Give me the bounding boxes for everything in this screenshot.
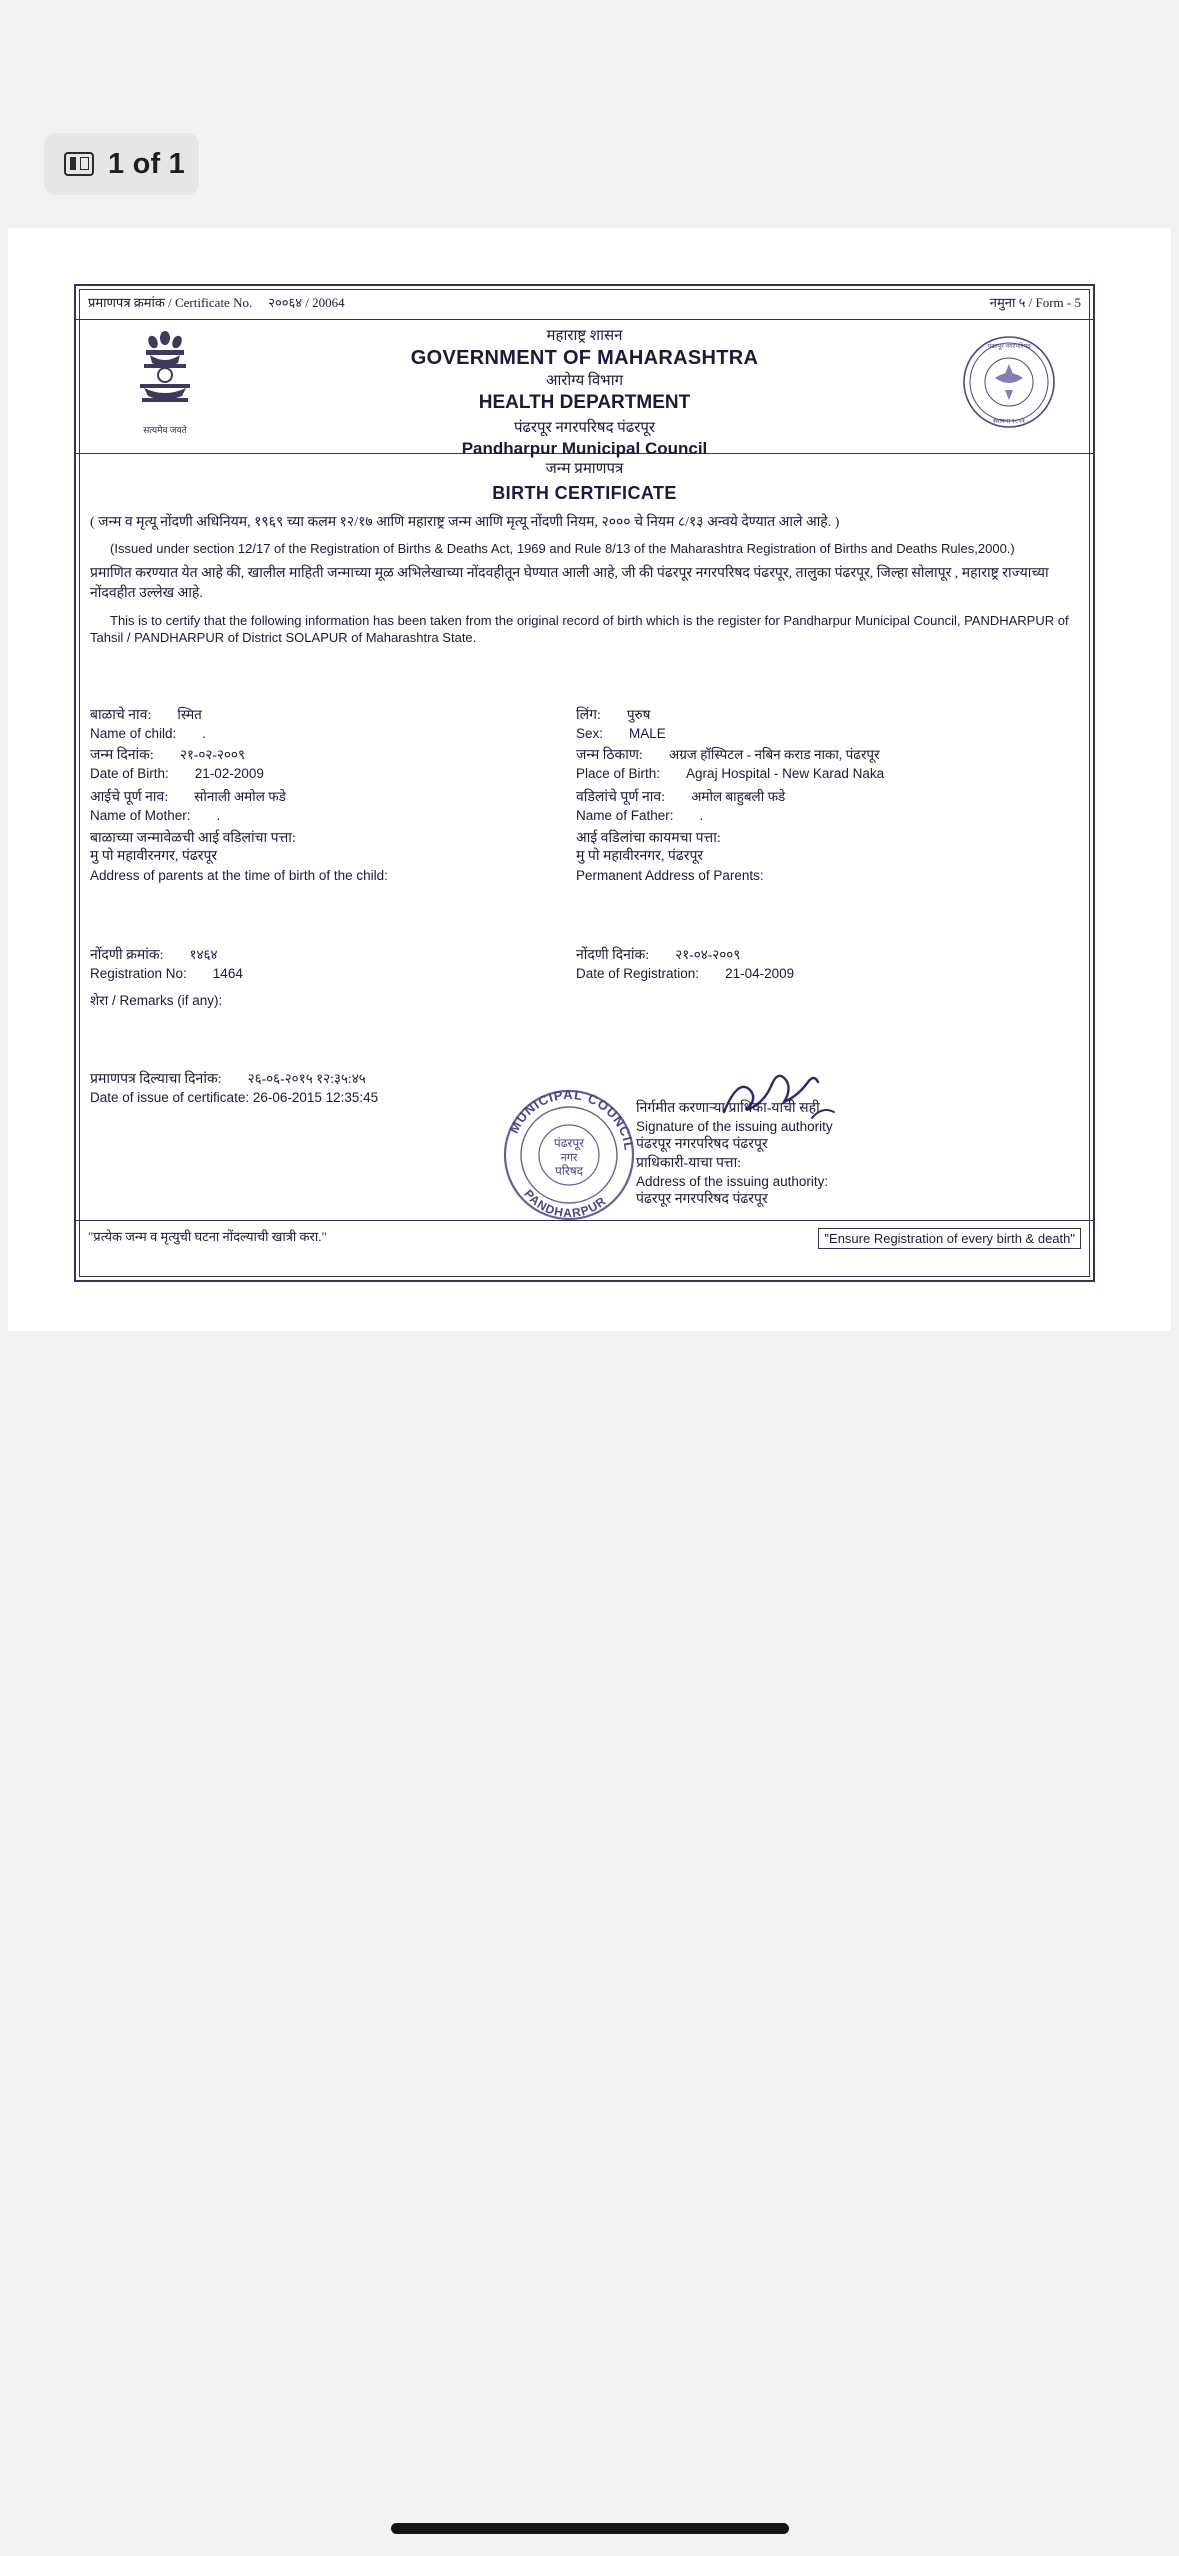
page-view-icon: [64, 152, 94, 176]
gov-name-english: GOVERNMENT OF MAHARASHTRA: [410, 346, 759, 369]
child-name-label-marathi: बाळाचे नाव:: [90, 708, 152, 723]
addr-perm-label-marathi: आई वडिलांचा कायमचा पत्ता:: [576, 831, 721, 846]
certificate-title-english: BIRTH CERTIFICATE: [492, 482, 677, 503]
regdate-value-english: 21-04-2009: [725, 966, 795, 982]
home-indicator[interactable]: [391, 2523, 789, 2534]
certificate-fields: [76, 706, 1093, 1018]
emblem-caption: सत्यमेव जयते: [143, 425, 187, 435]
page-indicator-label: 1 of 1: [108, 147, 185, 180]
mother-label-english: Name of Mother:: [90, 808, 191, 824]
signature-label-english: Signature of the issuing authority: [636, 1119, 833, 1135]
certificate-number: [88, 294, 345, 311]
authority-address-top-marathi: पंढरपूर नगरपरिषद पंढरपूर: [636, 1137, 768, 1153]
national-emblem: [122, 328, 208, 438]
sex-label-marathi: लिंग:: [576, 708, 601, 723]
gov-name-marathi: महाराष्ट्र शासन: [546, 328, 623, 344]
regdate-label-english: Date of Registration:: [576, 966, 700, 982]
svg-text:स्थापना १८५१: स्थापना १८५१: [992, 418, 1026, 425]
field-row-name-sex: [76, 706, 1093, 746]
regno-value-english: 1464: [212, 966, 243, 982]
svg-text:नगर: नगर: [560, 1152, 578, 1164]
authority-address-value: पंढरपूर नगरपरिषद पंढरपूर: [636, 1192, 768, 1208]
certificate-bottom: [76, 1070, 1093, 1220]
council-round-seal: [961, 334, 1057, 430]
certificate-number-label: प्रमाणपत्र क्रमांक / Certificate No.: [88, 295, 253, 310]
sex-value-english: MALE: [629, 726, 666, 742]
act-reference-marathi: ( जन्म व मृत्यू नोंदणी अधिनियम, १९६९ च्या कलम १२/१७ आणि महाराष्ट्र जन्म आणि मृत्यू नोंदणी नियम, २००० चे नियम ८/१३ अन्वये देण्यात आले आहे. ): [90, 514, 840, 530]
certificate-footer: [76, 1220, 1093, 1250]
council-marathi: पंढरपूर नगरपरिषद पंढरपूर: [513, 420, 656, 437]
father-value-english: .: [699, 808, 704, 824]
department-english: HEALTH DEPARTMENT: [478, 391, 691, 413]
council-english: Pandharpur Municipal Council: [461, 439, 708, 459]
father-value-marathi: अमोल बाहुबली फडे: [691, 789, 786, 804]
child-name-value-english: .: [202, 726, 207, 742]
birth-certificate: [74, 284, 1095, 1282]
field-row-addresses: [76, 830, 1093, 918]
issue-date-english: Date of issue of certificate: 26-06-2015 12:35:45: [90, 1090, 379, 1106]
pob-label-english: Place of Birth:: [576, 766, 661, 782]
certificate-number-value: २००६४ / 20064: [268, 295, 345, 310]
field-row-parents-names: [76, 788, 1093, 830]
page-indicator-pill[interactable]: [44, 133, 199, 195]
field-name-of-mother: [90, 788, 560, 825]
act-reference-english: (Issued under section 12/17 of the Registration of Births & Deaths Act, 1969 and Rule 8/13 of the Maharashtra Registration of Births and Deaths Rules,2000.): [110, 540, 1015, 556]
field-permanent-address: [576, 830, 1076, 885]
addr-perm-value: मु पो महावीरनगर, पंढरपूर: [576, 849, 704, 865]
authority-address-label-english: Address of the issuing authority:: [636, 1174, 829, 1190]
authority-address-label-marathi: प्राधिकारी-याचा पत्ता:: [636, 1155, 742, 1171]
pob-label-marathi: जन्म ठिकाण:: [576, 748, 643, 763]
field-row-remarks: [76, 992, 1093, 1018]
addr-birth-label-english: Address of parents at the time of birth of the child:: [90, 867, 388, 883]
regdate-label-marathi: नोंदणी दिनांक:: [576, 948, 650, 963]
field-name-of-father: [576, 788, 1076, 825]
sex-value-marathi: पुरुष: [626, 707, 651, 722]
issuing-authority-block: [636, 1100, 1066, 1210]
form-number: नमुना ५ / Form - 5: [989, 295, 1081, 310]
father-label-english: Name of Father:: [576, 808, 674, 824]
signature-label-marathi: निर्गमीत करणाऱ्या प्राधिका-याची सही: [636, 1101, 820, 1116]
regno-label-marathi: नोंदणी क्रमांक:: [90, 948, 164, 963]
issue-date-label-marathi: प्रमाणपत्र दिल्याचा दिनांक:: [90, 1072, 222, 1087]
regno-value-marathi: १४६४: [189, 947, 218, 962]
field-row-dob-pob: [76, 746, 1093, 788]
regdate-value-marathi: २१-०४-२००९: [675, 947, 741, 962]
dob-value-marathi: २१-०२-२००९: [179, 747, 245, 762]
department-marathi: आरोग्य विभाग: [545, 373, 624, 390]
dob-value-english: 21-02-2009: [194, 766, 264, 782]
pob-value-marathi: अग्रज हॉस्पिटल - नबिन कराड नाका, पंढरपूर: [668, 747, 880, 762]
svg-text:पंढरपूर नगरपरिषद: पंढरपूर नगरपरिषद: [987, 343, 1031, 350]
field-sex: [576, 706, 1076, 743]
mother-value-english: .: [216, 808, 221, 824]
child-name-value-marathi: स्मित: [177, 707, 202, 722]
pob-value-english: Agraj Hospital - New Karad Naka: [686, 766, 885, 782]
certify-statement-english: This is to certify that the following information has been taken from the original record of birth which is the register for Pandharpur Municipal Council, PANDHARPUR of Tahsil / PANDHARPUR of District SOLAPUR of Maharashtra State.: [90, 612, 1069, 645]
sex-label-english: Sex:: [576, 726, 604, 742]
svg-text:MUNICIPAL COUNCIL: MUNICIPAL COUNCIL: [506, 1086, 637, 1152]
addr-birth-value: मु पो महावीरनगर, पंढरपूर: [90, 849, 218, 865]
svg-text:PANDHARPUR: PANDHARPUR: [521, 1186, 610, 1221]
certificate-title-marathi: जन्म प्रमाणपत्र: [545, 461, 624, 477]
document-sheet[interactable]: [8, 228, 1171, 1331]
certify-statement-marathi: प्रमाणित करण्यात येत आहे की, खालील माहिती जन्माच्या मूळ अभिलेखाच्या नोंदवहीतून घेण्यात आली आहे, जी की पंढरपूर नगरपरिषद पंढरपूर, तालुका पंढरपूर, जिल्हा सोलापूर , महाराष्ट्र राज्याच्या नोंदवहीत उल्लेख आहे.: [90, 566, 1049, 602]
field-registration-date: [576, 946, 1076, 983]
field-name-of-child: [90, 706, 560, 743]
issue-date-block: [90, 1070, 378, 1107]
municipal-council-stamp: [481, 1080, 661, 1230]
certificate-topbar: [76, 286, 1093, 320]
field-address-at-birth: [90, 830, 560, 885]
field-date-of-birth: [90, 746, 560, 783]
svg-text:पंढरपूर: पंढरपूर: [553, 1136, 585, 1150]
dob-label-english: Date of Birth:: [90, 766, 169, 782]
father-label-marathi: वडिलांचे पूर्ण नाव:: [576, 790, 666, 805]
addr-birth-label-marathi: बाळाच्या जन्मावेळची आई वडिलांचा पत्ता:: [90, 831, 296, 846]
addr-perm-label-english: Permanent Address of Parents:: [576, 867, 764, 883]
regno-label-english: Registration No:: [90, 966, 187, 982]
svg-text:परिषद: परिषद: [554, 1164, 584, 1178]
field-row-registration: [76, 946, 1093, 992]
remarks-label: शेरा / Remarks (if any):: [90, 993, 223, 1008]
footer-note-english: "Ensure Registration of every birth & death": [818, 1228, 1081, 1249]
mother-label-marathi: आईचे पूर्ण नाव:: [90, 790, 169, 805]
mother-value-marathi: सोनाली अमोल फडे: [194, 789, 286, 804]
field-place-of-birth: [576, 746, 1076, 783]
certificate-body: [76, 454, 1093, 1250]
footer-note-marathi: "प्रत्येक जन्म व मृत्युची घटना नोंदल्याची खात्री करा.": [88, 1229, 327, 1244]
child-name-label-english: Name of child:: [90, 726, 177, 742]
dob-label-marathi: जन्म दिनांक:: [90, 748, 154, 763]
field-registration-no: [90, 946, 560, 983]
issue-date-value-marathi: २६-०६-२०१५ १२:३५:४५: [247, 1071, 366, 1086]
certificate-header: [76, 320, 1093, 459]
